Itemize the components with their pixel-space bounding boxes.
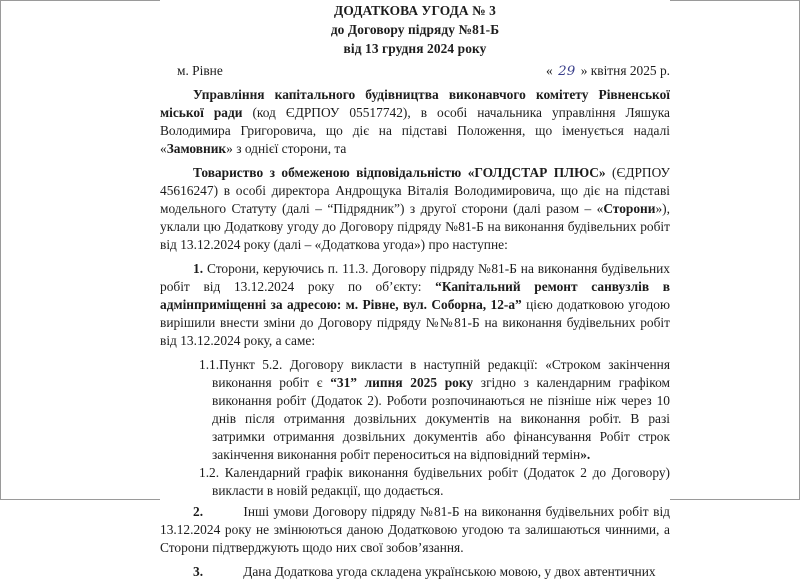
document-page: [160, 0, 670, 579]
clause-1-tail: цією додатковою угодою вирішили внести зміни до Договору підряду №№81-Б на виконання будівельних робіт від 13.12.2024 року, а саме:: [160, 297, 670, 348]
clause-3-text: Дана Додаткова угода складена українською мовою, у двох автентичних: [243, 564, 656, 579]
title-line: ДОДАТКОВА УГОДА № 3: [334, 3, 496, 18]
customer-details: (код ЄДРПОУ 05517742), в особі начальника управління Ляшука Володимира Григоровича, що діє на підставі Положення, що іменується надалі «: [160, 105, 670, 156]
clause-3-number: 3.: [193, 564, 204, 579]
clause-1-1-tail: згідно з календарним графіком виконання робіт (Додаток 2). Роботи розпочинаються не пізніше ніж через 10 днів після отримання дозвільних документів на виконання робіт. В разі затримки отримання дозвільних документів або фінансування Робіт строк закінчення виконання робіт переноситься на відповідний термін: [212, 375, 670, 462]
customer-tail: » з однієї сторони, та: [226, 141, 347, 156]
contract-date-line: від 13 грудня 2024 року: [343, 41, 487, 56]
clause-2-text: Інші умови Договору підряду №81-Б на виконання будівельних робіт від 13.12.2024 року не змінюються даною Додатковою угодою та залишаються чинними, а Сторони підтверджують щодо них свої зобов’язання.: [160, 504, 670, 555]
date-open-quote: «: [546, 63, 553, 78]
customer-name: Управління капітального будівництва виконавчого комітету Рівненської міської ради: [160, 87, 670, 120]
completion-deadline: “31” липня 2025 року: [330, 375, 474, 390]
clause-1-1: [160, 356, 670, 464]
clause-1-2: [160, 464, 670, 500]
party-customer-paragraph: [160, 86, 670, 158]
clause-1-2-text: 1.2. Календарний графік виконання будівельних робіт (Додаток 2 до Договору) викласти в новій редакції, що додається.: [199, 465, 670, 498]
clause-2-number: 2.: [193, 504, 204, 519]
place-date-row: [160, 62, 670, 81]
contract-reference-line: до Договору підряду №81-Б: [330, 22, 500, 37]
clause-1-text: Сторони, керуючись п. 11.3. Договору підряду №81-Б на виконання будівельних робіт від 13.12.2024 року по об’єкту:: [160, 261, 670, 294]
object-name: “Капітальний ремонт санвузлів в адмінприміщенні за адресою: м. Рівне, вул. Соборна, 12-а”: [160, 279, 670, 312]
contractor-details: (ЄДРПОУ 45616247) в особі директора Андрощука Віталія Володимировича, що діє на підставі модельного Статуту (далі – “Підрядник”) з другої сторони (далі разом – «: [160, 165, 670, 216]
city: м. Рівне: [177, 63, 223, 78]
clause-1-number: 1.: [193, 261, 204, 276]
signing-date: [546, 62, 670, 81]
party-contractor-paragraph: [160, 164, 670, 254]
customer-role: Замовник: [166, 141, 227, 156]
document-header: [160, 1, 670, 58]
clause-1-1-close: ».: [580, 447, 591, 462]
clause-2: [160, 503, 670, 557]
clause-1-1-lead: 1.1.Пункт 5.2. Договору викласти в наступній редакції: «Строком закінчення виконання робіт є: [199, 357, 670, 390]
handwritten-day: 29: [558, 64, 576, 79]
clause-1: [160, 260, 670, 350]
contractor-name: Товариство з обмеженою відповідальністю «ГОЛДСТАР ПЛЮС»: [193, 165, 606, 180]
date-rest: » квітня 2025 р.: [580, 63, 670, 78]
clause-3: [160, 563, 670, 581]
contractor-tail: »), уклали цю Додаткову угоду до Договору підряду №81-Б на виконання будівельних робіт від 13.12.2024 року (далі – «Додаткова угода») про наступне:: [160, 201, 670, 252]
parties-role: Сторони: [603, 201, 656, 216]
